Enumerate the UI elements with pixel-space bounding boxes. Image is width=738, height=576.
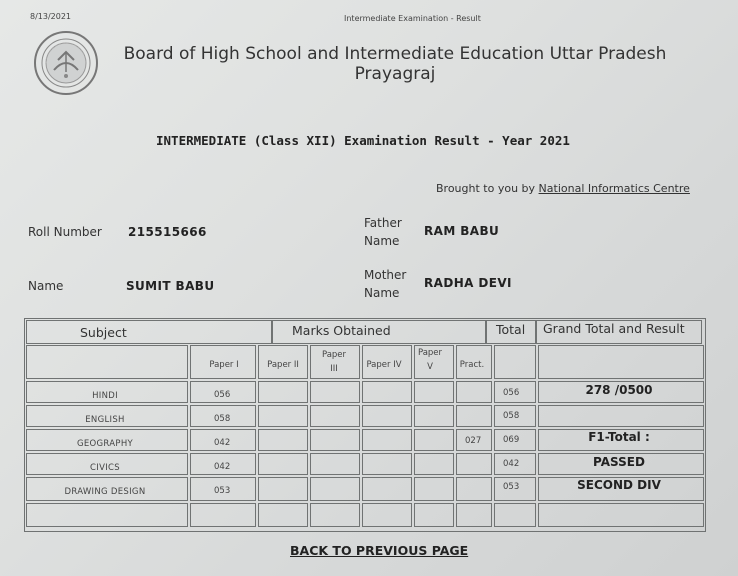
table-cell	[258, 477, 308, 501]
subject-name: DRAWING DESIGN	[64, 487, 146, 497]
table-cell	[258, 503, 308, 527]
table-cell	[362, 345, 412, 379]
table-cell	[362, 429, 412, 451]
mother-label-line2: Name	[364, 286, 400, 300]
paper1-mark: 056	[214, 390, 231, 400]
table-cell	[538, 503, 704, 527]
table-cell	[310, 381, 360, 403]
paper1-mark: 042	[214, 438, 231, 448]
table-cell	[456, 381, 492, 403]
result-division: SECOND DIV	[577, 478, 661, 492]
table-cell	[362, 477, 412, 501]
subject-name: HINDI	[92, 391, 118, 401]
paper2-header: Paper II	[267, 360, 299, 370]
table-cell	[258, 381, 308, 403]
paper5-header-line2: V	[427, 362, 433, 373]
table-cell	[414, 503, 454, 527]
credit-prefix: Brought to you by	[436, 182, 536, 195]
table-cell	[258, 429, 308, 451]
table-cell	[258, 453, 308, 475]
table-cell	[538, 345, 704, 379]
mother-name-value: RADHA DEVI	[424, 276, 512, 290]
board-name: Board of High School and Intermediate Education Uttar Pradesh	[123, 44, 667, 64]
father-name-value: RAM BABU	[424, 224, 500, 238]
name-value: SUMIT BABU	[126, 279, 215, 293]
table-cell	[362, 381, 412, 403]
total-header: Total	[496, 322, 526, 337]
subject-total: 058	[503, 411, 520, 421]
print-date: 8/13/2021	[30, 12, 72, 21]
paper3-header-line1: Paper	[321, 350, 347, 360]
paper5-header-line1: Paper	[417, 348, 443, 358]
board-city: Prayagraj	[354, 64, 436, 84]
table-cell	[494, 345, 536, 379]
table-cell	[456, 345, 492, 379]
table-cell	[414, 453, 454, 475]
table-cell	[310, 503, 360, 527]
paper1-mark: 058	[214, 414, 231, 424]
father-label-line1: Father	[364, 216, 402, 230]
table-cell	[310, 453, 360, 475]
table-cell	[538, 405, 704, 427]
table-cell	[190, 503, 256, 527]
table-cell	[456, 503, 492, 527]
grand-total-value: 278 /0500	[585, 383, 653, 397]
table-cell	[310, 405, 360, 427]
subject-name: CIVICS	[90, 463, 120, 473]
table-cell	[190, 345, 256, 379]
paper1-mark: 053	[214, 486, 231, 496]
name-label: Name	[28, 279, 64, 293]
f1-total-label: F1-Total :	[588, 430, 650, 444]
table-cell	[258, 345, 308, 379]
table-cell	[456, 477, 492, 501]
table-cell	[414, 345, 454, 379]
roll-number-label: Roll Number	[28, 225, 102, 239]
table-cell	[494, 503, 536, 527]
result-status: PASSED	[593, 455, 645, 469]
subject-header: Subject	[80, 325, 127, 340]
credit-line	[436, 182, 690, 195]
table-cell	[456, 405, 492, 427]
table-cell	[414, 429, 454, 451]
exam-title: INTERMEDIATE (Class XII) Examination Result - Year 2021	[156, 133, 570, 148]
subject-total: 042	[503, 459, 520, 469]
table-cell	[258, 405, 308, 427]
roll-number-value: 215515666	[128, 225, 207, 239]
table-cell	[310, 345, 360, 379]
marks-obtained-header: Marks Obtained	[292, 323, 391, 338]
table-cell	[26, 503, 188, 527]
table-cell	[414, 405, 454, 427]
table-cell	[456, 453, 492, 475]
subject-header-cell	[26, 320, 272, 344]
table-cell	[362, 405, 412, 427]
mother-label-line1: Mother	[364, 268, 407, 282]
table-cell	[310, 429, 360, 451]
subject-name: ENGLISH	[85, 415, 125, 425]
subject-name: GEOGRAPHY	[76, 439, 134, 449]
practical-mark: 027	[465, 436, 482, 446]
subject-total: 069	[503, 435, 520, 445]
table-cell	[362, 503, 412, 527]
nic-link[interactable]: National Informatics Centre	[538, 182, 690, 195]
paper1-mark: 042	[214, 462, 231, 472]
paper4-header: Paper IV	[366, 360, 402, 370]
paper1-header: Paper I	[209, 360, 239, 370]
practical-header: Pract.	[459, 360, 485, 370]
table-cell	[310, 477, 360, 501]
table-cell	[362, 453, 412, 475]
grand-total-header: Grand Total and Result	[543, 321, 685, 336]
table-cell	[414, 477, 454, 501]
print-page-title: Intermediate Examination - Result	[344, 14, 481, 23]
subject-total: 056	[503, 388, 520, 398]
table-cell	[414, 381, 454, 403]
paper3-header-line2: III	[330, 364, 338, 375]
back-to-previous-page-link[interactable]: BACK TO PREVIOUS PAGE	[290, 543, 469, 558]
table-cell	[26, 345, 188, 379]
subject-total: 053	[503, 482, 520, 492]
father-label-line2: Name	[364, 234, 400, 248]
